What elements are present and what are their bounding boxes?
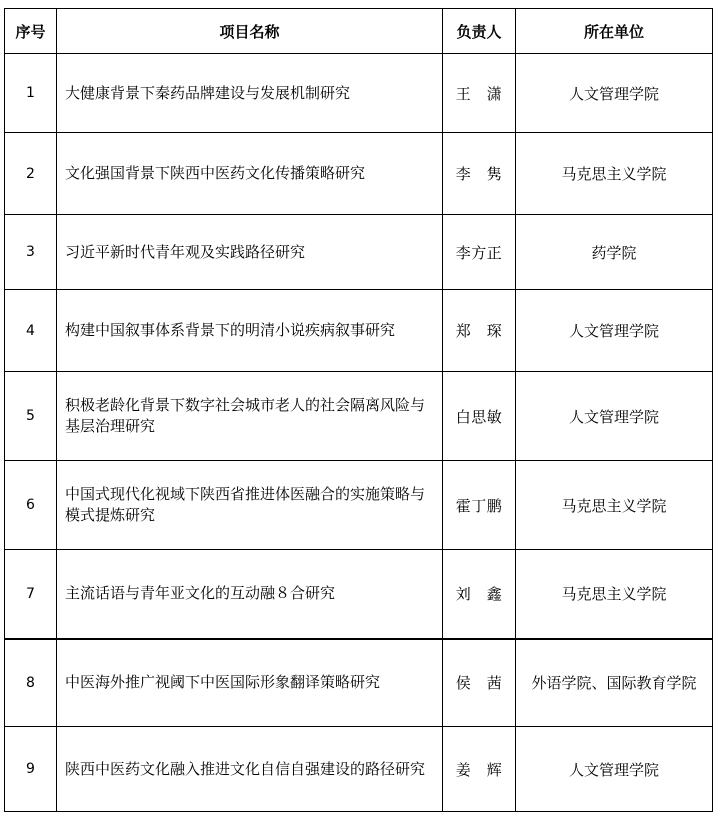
row-project-name-text: 主流话语与青年亚文化的互动融８合研究 (65, 584, 336, 603)
row-no: 5 (5, 372, 57, 461)
row-unit: 人文管理学院 (516, 372, 713, 461)
table-row (5, 639, 713, 727)
row-unit: 药学院 (516, 215, 713, 290)
row-owner-text: 姜 辉 (455, 760, 503, 779)
row-owner (443, 639, 516, 727)
row-unit: 马克思主义学院 (516, 550, 713, 639)
table-row (5, 372, 713, 461)
row-project-name (57, 461, 443, 550)
row-no: 2 (5, 133, 57, 215)
row-project-name-text: 陕西中医药文化融入推进文化自信自强建设的路径研究 (65, 759, 426, 778)
row-owner-text: 李方正 (455, 243, 503, 262)
row-project-name (57, 727, 443, 812)
row-project-name-text: 习近平新时代青年观及实践路径研究 (65, 242, 306, 261)
row-project-name (57, 290, 443, 372)
row-owner (443, 215, 516, 290)
header-row (5, 9, 713, 54)
row-project-name (57, 133, 443, 215)
row-owner (443, 290, 516, 372)
row-project-name (57, 372, 443, 461)
header-name: 项目名称 (57, 9, 443, 54)
row-owner (443, 461, 516, 550)
row-unit: 人文管理学院 (516, 727, 713, 812)
row-no: 8 (5, 639, 57, 727)
row-unit: 马克思主义学院 (516, 461, 713, 550)
row-owner (443, 550, 516, 639)
row-project-name (57, 550, 443, 639)
row-no: 7 (5, 550, 57, 639)
row-project-name-text: 积极老龄化背景下数字社会城市老人的社会隔离风险与基层治理研究 (65, 396, 426, 435)
row-project-name (57, 215, 443, 290)
table-row (5, 727, 713, 812)
row-no: 4 (5, 290, 57, 372)
row-project-name (57, 54, 443, 133)
row-owner (443, 727, 516, 812)
row-owner-text: 王 潇 (455, 84, 503, 103)
row-unit: 人文管理学院 (516, 290, 713, 372)
header-owner: 负责人 (443, 9, 516, 54)
row-owner (443, 133, 516, 215)
row-no: 3 (5, 215, 57, 290)
row-project-name (57, 639, 443, 727)
row-owner-text: 霍丁鹏 (455, 496, 503, 515)
row-unit: 人文管理学院 (516, 54, 713, 133)
row-project-name-text: 大健康背景下秦药品牌建设与发展机制研究 (65, 83, 351, 102)
project-table (4, 8, 713, 812)
header-no: 序号 (5, 9, 57, 54)
table-row (5, 133, 713, 215)
row-owner-text: 白思敏 (455, 407, 503, 426)
row-project-name-text: 构建中国叙事体系背景下的明清小说疾病叙事研究 (65, 321, 396, 339)
row-owner (443, 54, 516, 133)
row-owner-text: 刘 鑫 (455, 585, 503, 604)
table-row (5, 290, 713, 372)
row-project-name-text: 中医海外推广视阈下中医国际形象翻译策略研究 (65, 673, 381, 692)
row-no: 1 (5, 54, 57, 133)
row-unit: 外语学院、国际教育学院 (516, 639, 713, 727)
table-row (5, 461, 713, 550)
row-no: 9 (5, 727, 57, 812)
row-owner (443, 372, 516, 461)
row-owner-text: 郑 琛 (455, 322, 503, 340)
row-owner-text: 侯 茜 (455, 674, 503, 693)
row-owner-text: 李 隽 (455, 165, 503, 183)
row-no: 6 (5, 461, 57, 550)
table-row (5, 550, 713, 639)
table-row (5, 54, 713, 133)
table-row (5, 215, 713, 290)
row-project-name-text: 文化强国背景下陕西中医药文化传播策略研究 (65, 164, 366, 182)
header-unit: 所在单位 (516, 9, 713, 54)
row-unit: 马克思主义学院 (516, 133, 713, 215)
row-project-name-text: 中国式现代化视域下陕西省推进体医融合的实施策略与模式提炼研究 (65, 485, 426, 524)
